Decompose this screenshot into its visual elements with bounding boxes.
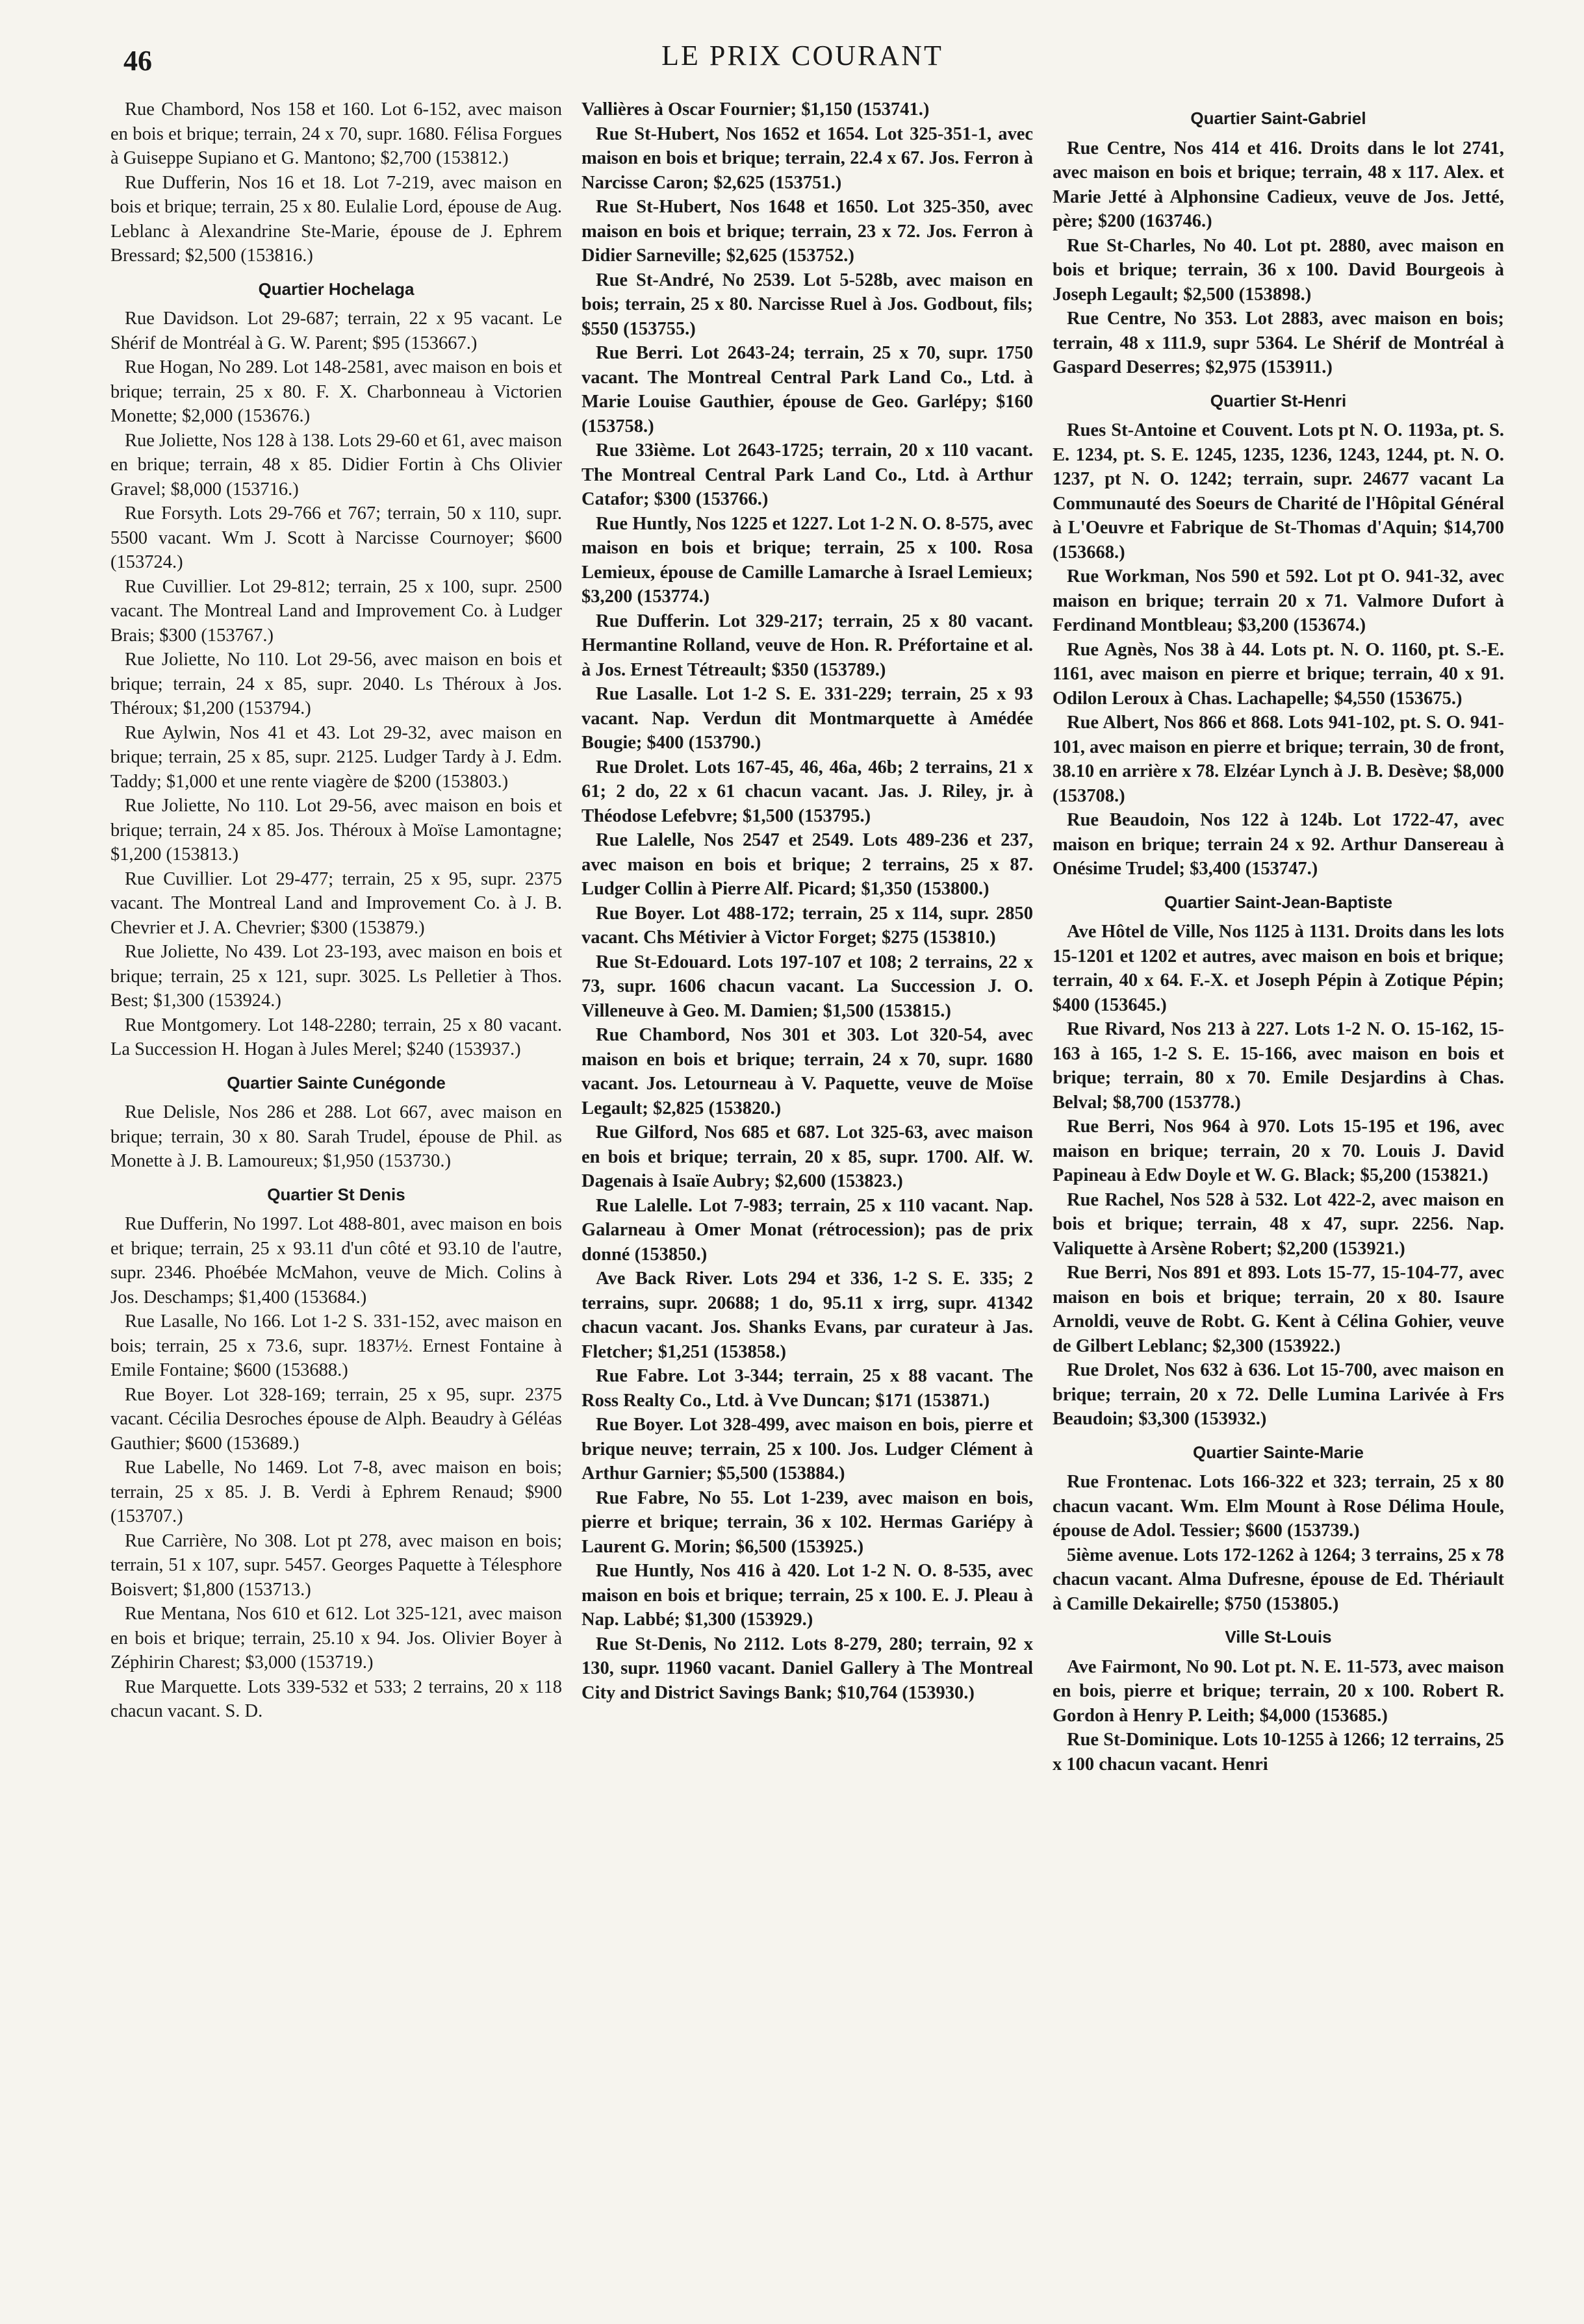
listing-entry: Rue Boyer. Lot 328-169; terrain, 25 x 95, supr. 2375 vacant. Cécilia Desroches épouse de Alph. Beaudry à Géléas Gauthier; $600 (153689.)	[110, 1384, 562, 1454]
listing-entry: Rue Boyer. Lot 328-499, avec maison en bois, pierre et brique neuve; terrain, 25 x 100. Jos. Ludger Clément à Arthur Garnier; $5,500 (153884.)	[581, 1415, 1033, 1484]
listing-entry: Rue Aylwin, Nos 41 et 43. Lot 29-32, avec maison en brique; terrain, 25 x 85, supr. 2125. Ludger Tardy à J. Edm. Taddy; $1,000 et une rente viagère de $200 (153803.)	[110, 722, 562, 792]
listing-entry: Rue Huntly, Nos 1225 et 1227. Lot 1-2 N. O. 8-575, avec maison en bois et brique; terrain, 25 x 100. Rosa Lemieux, épouse de Camille Lamarche à Israel Lemieux; $3,200 (153774.)	[581, 513, 1033, 607]
listing-entry: Ave Back River. Lots 294 et 336, 1-2 S. E. 335; 2 terrains, supr. 20688; 1 do, 95.11 x irrg, supr. 41342 chacun vacant. Jos. Shanks Evans, par curateur à Jas. Fletcher; $1,251 (153858.)	[581, 1269, 1033, 1362]
listing-entry: Rue St-Charles, No 40. Lot pt. 2880, avec maison en bois et brique; terrain, 36 x 100. David Bourgeois à Joseph Legault; $2,500 (153898.)	[1053, 235, 1504, 305]
listing-entry: Rue Montgomery. Lot 148-2280; terrain, 25 x 80 vacant. La Succession H. Hogan à Jules Merel; $240 (153937.)	[110, 1015, 562, 1059]
listing-entry: Rue Huntly, Nos 416 à 420. Lot 1-2 N. O. 8-535, avec maison en bois et brique; terrain, 25 x 100. E. J. Pleau à Nap. Labbé; $1,300 (153929.)	[581, 1561, 1033, 1630]
listing-entry: Rue Berri. Lot 2643-24; terrain, 25 x 70, supr. 1750 vacant. The Montreal Central Park Land Co., Ltd. à Marie Louise Gauthier, épouse de Geo. Garlépy; $160 (153758.)	[581, 343, 1033, 436]
listing-entry: Rue 33ième. Lot 2643-1725; terrain, 20 x 110 vacant. The Montreal Central Park Land Co., Ltd. à Arthur Catafor; $300 (153766.)	[581, 440, 1033, 509]
listing-entry: Vallières à Oscar Fournier; $1,150 (153741.)	[581, 99, 930, 120]
column-1	[110, 97, 562, 2293]
listing-entry: Rue St-Hubert, Nos 1652 et 1654. Lot 325-351-1, avec maison en bois et brique; terrain, 22.4 x 67. Jos. Ferron à Narcisse Caron; $2,625 (153751.)	[581, 123, 1033, 193]
listing-entry: Rue Dufferin, Nos 16 et 18. Lot 7-219, avec maison en bois et brique; terrain, 25 x 80. Eulalie Lord, épouse de Aug. Leblanc à Alexandrine Ste-Marie, épouse de J. Ephrem Bressard; $2,500 (153816.)	[110, 172, 562, 266]
listing-entry: Rue Labelle, No 1469. Lot 7-8, avec maison en bois; terrain, 25 x 85. J. B. Verdi à Ephrem Renaud; $900 (153707.)	[110, 1458, 562, 1526]
listing-entry: Rue Frontenac. Lots 166-322 et 323; terrain, 25 x 80 chacun vacant. Wm. Elm Mount à Rose Délima Houle, épouse de Adol. Tessier; $600 (153739.)	[1053, 1472, 1504, 1541]
section-heading: Quartier St-Henri	[1210, 390, 1347, 410]
listing-entry: Rue Agnès, Nos 38 à 44. Lots pt. N. O. 1160, pt. S.-E. 1161, avec maison en pierre et brique; terrain, 40 x 91. Odilon Leroux à Chas. Lachapelle; $4,550 (153675.)	[1053, 639, 1504, 709]
listing-entry: Rue Centre, Nos 414 et 416. Droits dans le lot 2741, avec maison en bois et brique; terrain, 48 x 117. Alex. et Marie Jetté à Alphonsine Cadieux, veuve de Jos. Jetté, père; $200 (163746.)	[1053, 138, 1504, 231]
listing-entry: Ave Hôtel de Ville, Nos 1125 à 1131. Droits dans les lots 15-1201 et 1202 et autres, avec maison en bois et brique; terrain, 40 x 64. F.-X. et Joseph Pépin à Zotique Pépin; $400 (153645.)	[1053, 922, 1504, 1015]
section-heading: Quartier Hochelaga	[258, 279, 415, 299]
page-header	[117, 25, 1488, 83]
listing-entry: Rue Joliette, Nos 128 à 138. Lots 29-60 et 61, avec maison en brique; terrain, 48 x 85. Didier Fortin à Chs Olivier Gravel; $8,000 (153716.)	[110, 430, 562, 499]
section-heading: Quartier St Denis	[267, 1184, 405, 1204]
listing-entry: Rue Hogan, No 289. Lot 148-2581, avec maison en bois et brique; terrain, 25 x 80. F. X. Charbonneau à Victorien Monette; $2,000 (153676.)	[110, 357, 562, 426]
listing-entry: Rue Carrière, No 308. Lot pt 278, avec maison en bois; terrain, 51 x 107, supr. 5457. Georges Paquette à Télesphore Boisvert; $1,800 (153713.)	[110, 1530, 562, 1600]
listing-entry: Rue Cuvillier. Lot 29-477; terrain, 25 x 95, supr. 2375 vacant. The Montreal Land and Improvement Co. à J. B. Chevrier et J. A. Chevrier; $300 (153879.)	[110, 868, 562, 938]
listing-entry: Ave Fairmont, No 90. Lot pt. N. E. 11-573, avec maison en bois, pierre et brique; terrain, 20 x 100. Robert R. Gordon à Henry P. Leith; $4,000 (153685.)	[1053, 1656, 1504, 1726]
listing-entry: Rue Fabre. Lot 3-344; terrain, 25 x 88 vacant. The Ross Realty Co., Ltd. à Vve Duncan; $171 (153871.)	[581, 1366, 1033, 1411]
listing-entry: Rue Joliette, No 110. Lot 29-56, avec maison en bois et brique; terrain, 24 x 85, supr. 2040. Ls Théroux à Jos. Théroux; $1,200 (153794.)	[110, 650, 562, 718]
listing-entry: Rue Workman, Nos 590 et 592. Lot pt O. 941-32, avec maison en brique; terrain 20 x 71. Valmore Dufort à Ferdinand Montbleau; $3,200 (153674.)	[1053, 566, 1504, 635]
listing-entry: Rue St-Edouard. Lots 197-107 et 108; 2 terrains, 22 x 73, supr. 1606 chacun vacant. La Succession J. O. Villeneuve à Geo. M. Damien; $1,500 (153815.)	[581, 952, 1033, 1021]
section-heading: Quartier Sainte Cunégonde	[227, 1072, 446, 1093]
column-2	[581, 97, 1033, 2293]
listing-entry: Rue Lasalle. Lot 1-2 S. E. 331-229; terrain, 25 x 93 vacant. Nap. Verdun dit Montmarquette à Amédée Bougie; $400 (153790.)	[581, 684, 1033, 753]
listing-entry: Rue St-André, No 2539. Lot 5-528b, avec maison en bois; terrain, 25 x 80. Narcisse Ruel à Jos. Godbout, fils; $550 (153755.)	[581, 270, 1033, 339]
listing-entry: Rue Rivard, Nos 213 à 227. Lots 1-2 N. O. 15-162, 15-163 à 165, 1-2 S. E. 15-166, avec maison en bois et brique; terrain, 80 x 70. Emile Desjardins à Chas. Belval; $8,700 (153778.)	[1053, 1019, 1504, 1113]
listing-entry: Rue Delisle, Nos 286 et 288. Lot 667, avec maison en brique; terrain, 30 x 80. Sarah Trudel, épouse de Phil. as Monette à J. B. Lamoureux; $1,950 (153730.)	[110, 1102, 562, 1171]
section-heading: Ville St-Louis	[1225, 1627, 1332, 1647]
listing-entry: Rues St-Antoine et Couvent. Lots pt N. O. 1193a, pt. S. E. 1234, pt. S. E. 1245, 1235, 1236, 1243, 1244, pt. N. O. 1237, pt N. O. 1242; terrain, supr. 24677 vacant La Communauté des Soeurs de Charité de l'Hôpital Général à L'Oeuvre et Fabrique de St-Thomas d'Aquin; $14,700 (153668.)	[1053, 420, 1504, 562]
listing-entry: Rue Boyer. Lot 488-172; terrain, 25 x 114, supr. 2850 vacant. Chs Métivier à Victor Forget; $275 (153810.)	[581, 903, 1033, 948]
listing-entry: Rue St-Hubert, Nos 1648 et 1650. Lot 325-350, avec maison en bois et brique; terrain, 23 x 72. Jos. Ferron à Didier Sarneville; $2,625 (153752.)	[581, 197, 1033, 266]
listing-entry: Rue Lasalle, No 166. Lot 1-2 S. 331-152, avec maison en bois; terrain, 25 x 73.6, supr. 1837½. Ernest Fontaine à Emile Fontaine; $600 (153688.)	[110, 1311, 562, 1380]
listing-entry: Rue Davidson. Lot 29-687; terrain, 22 x 95 vacant. Le Shérif de Montréal à G. W. Parent; $95 (153667.)	[110, 309, 562, 353]
listing-entry: Rue Lalelle, Nos 2547 et 2549. Lots 489-236 et 237, avec maison en bois et brique; 2 terrains, 25 x 87. Ludger Collin à Pierre Alf. Picard; $1,350 (153800.)	[581, 830, 1033, 899]
listing-entry: Rue Fabre, No 55. Lot 1-239, avec maison en bois, pierre et brique; terrain, 36 x 102. Hermas Gariépy à Laurent G. Morin; $6,500 (153925.)	[581, 1487, 1033, 1557]
page-number: 46	[123, 45, 152, 77]
listing-entry: 5ième avenue. Lots 172-1262 à 1264; 3 terrains, 25 x 78 chacun vacant. Alma Dufresne, épouse de Ed. Thériault à Camille Dekairelle; $750 (153805.)	[1053, 1545, 1504, 1614]
column-3	[1053, 97, 1504, 2293]
running-title: LE PRIX COURANT	[661, 40, 943, 71]
section-heading: Quartier Sainte-Marie	[1193, 1442, 1364, 1462]
listing-entry: Rue Centre, No 353. Lot 2883, avec maison en bois; terrain, 48 x 111.9, supr 5364. Le Shérif de Montréal à Gaspard Deserres; $2,975 (153911.)	[1053, 309, 1504, 377]
listing-entry: Rue Drolet. Lots 167-45, 46, 46a, 46b; 2 terrains, 21 x 61; 2 do, 22 x 61 chacun vacant. Jas. J. Riley, jr. à Théodose Lefebvre; $1,500 (153795.)	[581, 757, 1033, 826]
listing-entry: Rue Lalelle. Lot 7-983; terrain, 25 x 110 vacant. Nap. Galarneau à Omer Monat (rétrocession); pas de prix donné (153850.)	[581, 1195, 1033, 1265]
section-heading: Quartier Saint-Gabriel	[1190, 108, 1366, 128]
listing-entry: Rue Albert, Nos 866 et 868. Lots 941-102, pt. S. O. 941-101, avec maison en pierre et brique; terrain, 30 de front, 38.10 en arrière x 78. Elzéar Lynch à J. B. Desève; $8,000 (153708.)	[1053, 713, 1504, 806]
section-heading: Quartier Saint-Jean-Baptiste	[1164, 892, 1393, 912]
listing-entry: Rue Berri, Nos 964 à 970. Lots 15-195 et 196, avec maison en brique; terrain, 20 x 70. Louis J. David Papineau à Edw Doyle et W. G. Black; $5,200 (153821.)	[1053, 1117, 1504, 1185]
listing-entry: Rue Chambord, Nos 158 et 160. Lot 6-152, avec maison en bois et brique; terrain, 24 x 70, supr. 1680. Félisa Forgues à Guiseppe Supiano et G. Mantono; $2,700 (153812.)	[110, 99, 562, 168]
listing-entry: Rue Joliette, No 439. Lot 23-193, avec maison en bois et brique; terrain, 25 x 121, supr. 3025. Ls Pelletier à Thos. Best; $1,300 (153924.)	[110, 942, 562, 1011]
listing-entry: Rue St-Denis, No 2112. Lots 8-279, 280; terrain, 92 x 130, supr. 11960 vacant. Daniel Gallery à The Montreal City and District Savings Bank; $10,764 (153930.)	[581, 1634, 1033, 1703]
listing-entry: Rue Dufferin, No 1997. Lot 488-801, avec maison en bois et brique; terrain, 25 x 93.11 d'un côté et 93.10 de l'autre, supr. 2346. Phoébée McMahon, veuve de Mich. Colins à Jos. Deschamps; $1,400 (153684.)	[110, 1214, 562, 1307]
text-columns	[110, 97, 1504, 2293]
listing-entry: Rue Joliette, No 110. Lot 29-56, avec maison en bois et brique; terrain, 24 x 85. Jos. Théroux à Moïse Lamontagne; $1,200 (153813.)	[110, 796, 562, 865]
listing-entry: Rue Dufferin. Lot 329-217; terrain, 25 x 80 vacant. Hermantine Rolland, veuve de Hon. R. Préfortaine et al. à Jos. Ernest Tétreault; $350 (153789.)	[581, 611, 1033, 680]
listing-entry: Rue Berri, Nos 891 et 893. Lots 15-77, 15-104-77, avec maison en bois et brique; terrain, 20 x 80. Isaure Arnoldi, veuve de Robt. G. Kent à Célina Gohier, veuve de Gilbert Leblanc; $2,300 (153922.)	[1053, 1263, 1504, 1356]
listing-entry: Rue St-Dominique. Lots 10-1255 à 1266; 12 terrains, 25 x 100 chacun vacant. Henri	[1053, 1730, 1504, 1775]
listing-entry: Rue Forsyth. Lots 29-766 et 767; terrain, 50 x 110, supr. 5500 vacant. Wm J. Scott à Narcisse Cournoyer; $600 (153724.)	[110, 503, 562, 572]
listing-entry: Rue Chambord, Nos 301 et 303. Lot 320-54, avec maison en bois et brique; terrain, 24 x 70, supr. 1680 vacant. Jos. Letourneau à V. Paquette, veuve de Moïse Legault; $2,825 (153820.)	[581, 1025, 1033, 1118]
listing-entry: Rue Drolet, Nos 632 à 636. Lot 15-700, avec maison en brique; terrain, 20 x 72. Delle Lumina Larivée à Frs Beaudoin; $3,300 (153932.)	[1053, 1360, 1504, 1429]
listing-entry: Rue Mentana, Nos 610 et 612. Lot 325-121, avec maison en bois et brique; terrain, 25.10 x 94. Jos. Olivier Boyer à Zéphirin Charest; $3,000 (153719.)	[110, 1604, 562, 1673]
listing-entry: Rue Marquette. Lots 339-532 et 533; 2 terrains, 20 x 118 chacun vacant. S. D.	[110, 1676, 562, 1721]
listing-entry: Rue Cuvillier. Lot 29-812; terrain, 25 x 100, supr. 2500 vacant. The Montreal Land and Improvement Co. à Ludger Brais; $300 (153767.)	[110, 576, 562, 646]
listing-entry: Rue Gilford, Nos 685 et 687. Lot 325-63, avec maison en bois et brique; terrain, 20 x 85, supr. 1700. Alf. W. Dagenais à Isaïe Aubry; $2,600 (153823.)	[581, 1122, 1033, 1191]
listing-entry: Rue Beaudoin, Nos 122 à 124b. Lot 1722-47, avec maison en brique; terrain 24 x 92. Arthur Dansereau à Onésime Trudel; $3,400 (153747.)	[1053, 810, 1504, 879]
listing-entry: Rue Rachel, Nos 528 à 532. Lot 422-2, avec maison en bois et brique; terrain, 48 x 47, supr. 2256. Nap. Valiquette à Arsène Robert; $2,200 (153921.)	[1053, 1189, 1504, 1259]
